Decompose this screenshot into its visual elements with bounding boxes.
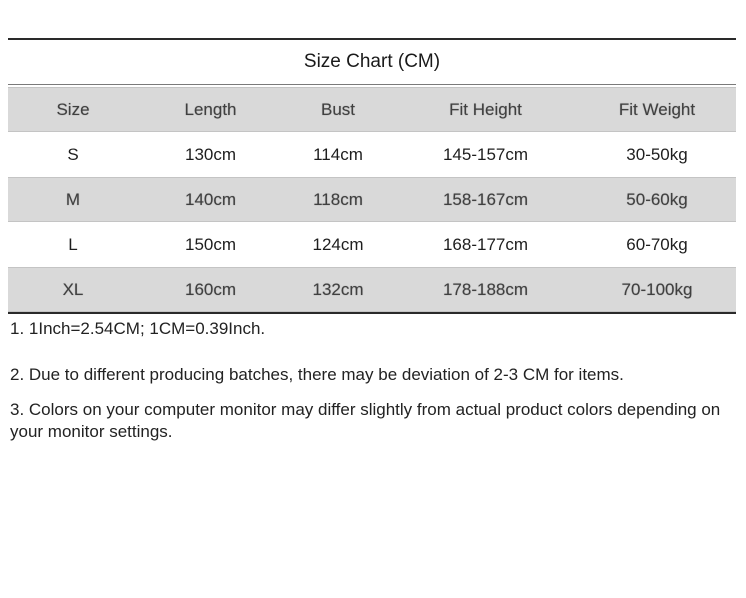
title-divider [8,84,736,85]
note-colors: 3. Colors on your computer monitor may differ slightly from actual product colors depending on your monitor settings. [10,400,721,441]
cell-fit-height: 168-177cm [442,234,529,254]
header-bust: Bust [320,99,356,119]
cell-bust: 118cm [313,189,363,209]
table-row [8,222,736,267]
note-deviation: 2. Due to different producing batches, there may be deviation of 2-3 CM for items. [10,365,624,384]
table-row [8,132,736,177]
cell-fit-weight: 30-50kg [626,144,688,164]
cell-size: XL [62,279,84,299]
cell-fit-height: 178-188cm [442,279,529,299]
cell-size: S [67,144,79,164]
header-fit-weight: Fit Weight [618,99,696,119]
cell-fit-height: 158-167cm [442,189,529,209]
size-chart [8,38,736,314]
cell-length: 150cm [184,234,237,254]
cell-length: 130cm [184,144,237,164]
cell-bust: 132cm [312,279,364,299]
cell-bust: 114cm [313,144,363,164]
cell-length: 140cm [184,189,237,209]
header-length: Length [184,99,237,119]
table-header-row [8,87,736,132]
table-row [8,267,736,312]
size-table [8,87,736,312]
chart-title: Size Chart (CM) [303,51,441,72]
cell-length: 160cm [184,279,237,299]
cell-fit-weight: 70-100kg [621,279,693,299]
cell-fit-weight: 60-70kg [626,234,688,254]
cell-fit-weight: 50-60kg [626,189,688,209]
table-row [8,177,736,222]
cell-fit-height: 145-157cm [442,144,529,164]
cell-size: L [68,234,78,254]
bottom-rule [8,312,736,314]
cell-bust: 124cm [312,234,364,254]
header-fit-height: Fit Height [449,99,522,119]
note-conversion: 1. 1Inch=2.54CM; 1CM=0.39Inch. [10,319,266,338]
cell-size: M [65,189,81,209]
header-size: Size [56,99,90,119]
